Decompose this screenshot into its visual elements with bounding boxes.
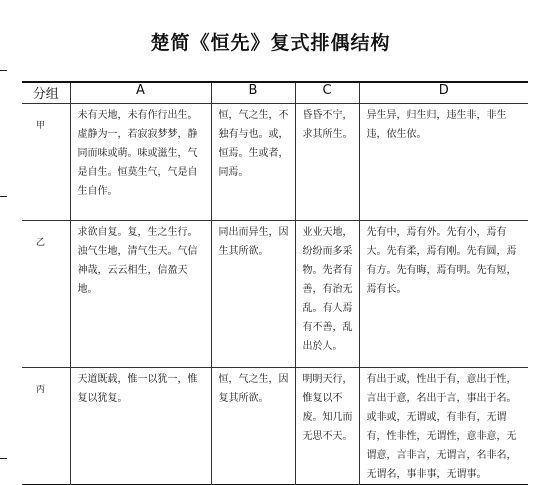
cell-b: 恒，气之生，因复其所欲。 (211, 368, 295, 485)
group-label: 丙 (22, 368, 70, 485)
cell-d: 异生异，归生归，违生非，非生违，依生依。 (359, 104, 528, 221)
cell-c: 业业天地，纷纷而多采物。先者有善，有治无乱。有人焉有不善，乱出於人。 (295, 221, 359, 368)
cell-c: 昏昏不宁，求其所生。 (295, 104, 359, 221)
header-group: 分组 (22, 82, 70, 104)
margin-tick-mark (0, 196, 7, 197)
structure-table (22, 81, 528, 485)
group-label: 乙 (22, 221, 70, 368)
cell-d: 先有中，焉有外。先有小，焉有大。先有柔，焉有刚。先有圆，焉有方。先有晦，焉有明。先有短，焉有长。 (359, 221, 528, 368)
cell-a: 未有天地，未有作行出生。虚静为一，若寂寂梦梦，静同而味或萌。味或滋生，气是自生。恒莫生气，气是自生自作。 (70, 104, 211, 221)
cell-d: 有出于或，性出于有，意出于性，言出于意，名出于言，事出于名。或非或，无谓或，有非有，无谓有，性非性，无谓性，意非意，无谓意，言非言，无谓言，名非名，无谓名，事非事，无谓事。 (359, 368, 528, 485)
table-row (22, 221, 528, 368)
cell-b: 同出而异生，因生其所欲。 (211, 221, 295, 368)
margin-tick-mark (0, 70, 7, 71)
header-d: D (359, 82, 528, 104)
header-b: B (211, 82, 295, 104)
cell-a: 求欲自复。复，生之生行。浊气生地，清气生天。气信神哉，云云相生，信盈天地。 (70, 221, 211, 368)
cell-a: 天道既载，惟一以犹一，惟复以犹复。 (70, 368, 211, 485)
cell-c: 明明天行，惟复以不废。知几而无思不天。 (295, 368, 359, 485)
cell-b: 恒，气之生，不独有与也。或，恒焉。生或者，同焉。 (211, 104, 295, 221)
document-title: 楚简《恒先》复式排偶结构 (150, 32, 391, 54)
group-label: 甲 (22, 104, 70, 221)
margin-tick-mark (0, 458, 7, 459)
header-c: C (295, 82, 359, 104)
table-row (22, 368, 528, 485)
table-header-row (22, 82, 528, 104)
header-a: A (70, 82, 211, 104)
table-row (22, 104, 528, 221)
